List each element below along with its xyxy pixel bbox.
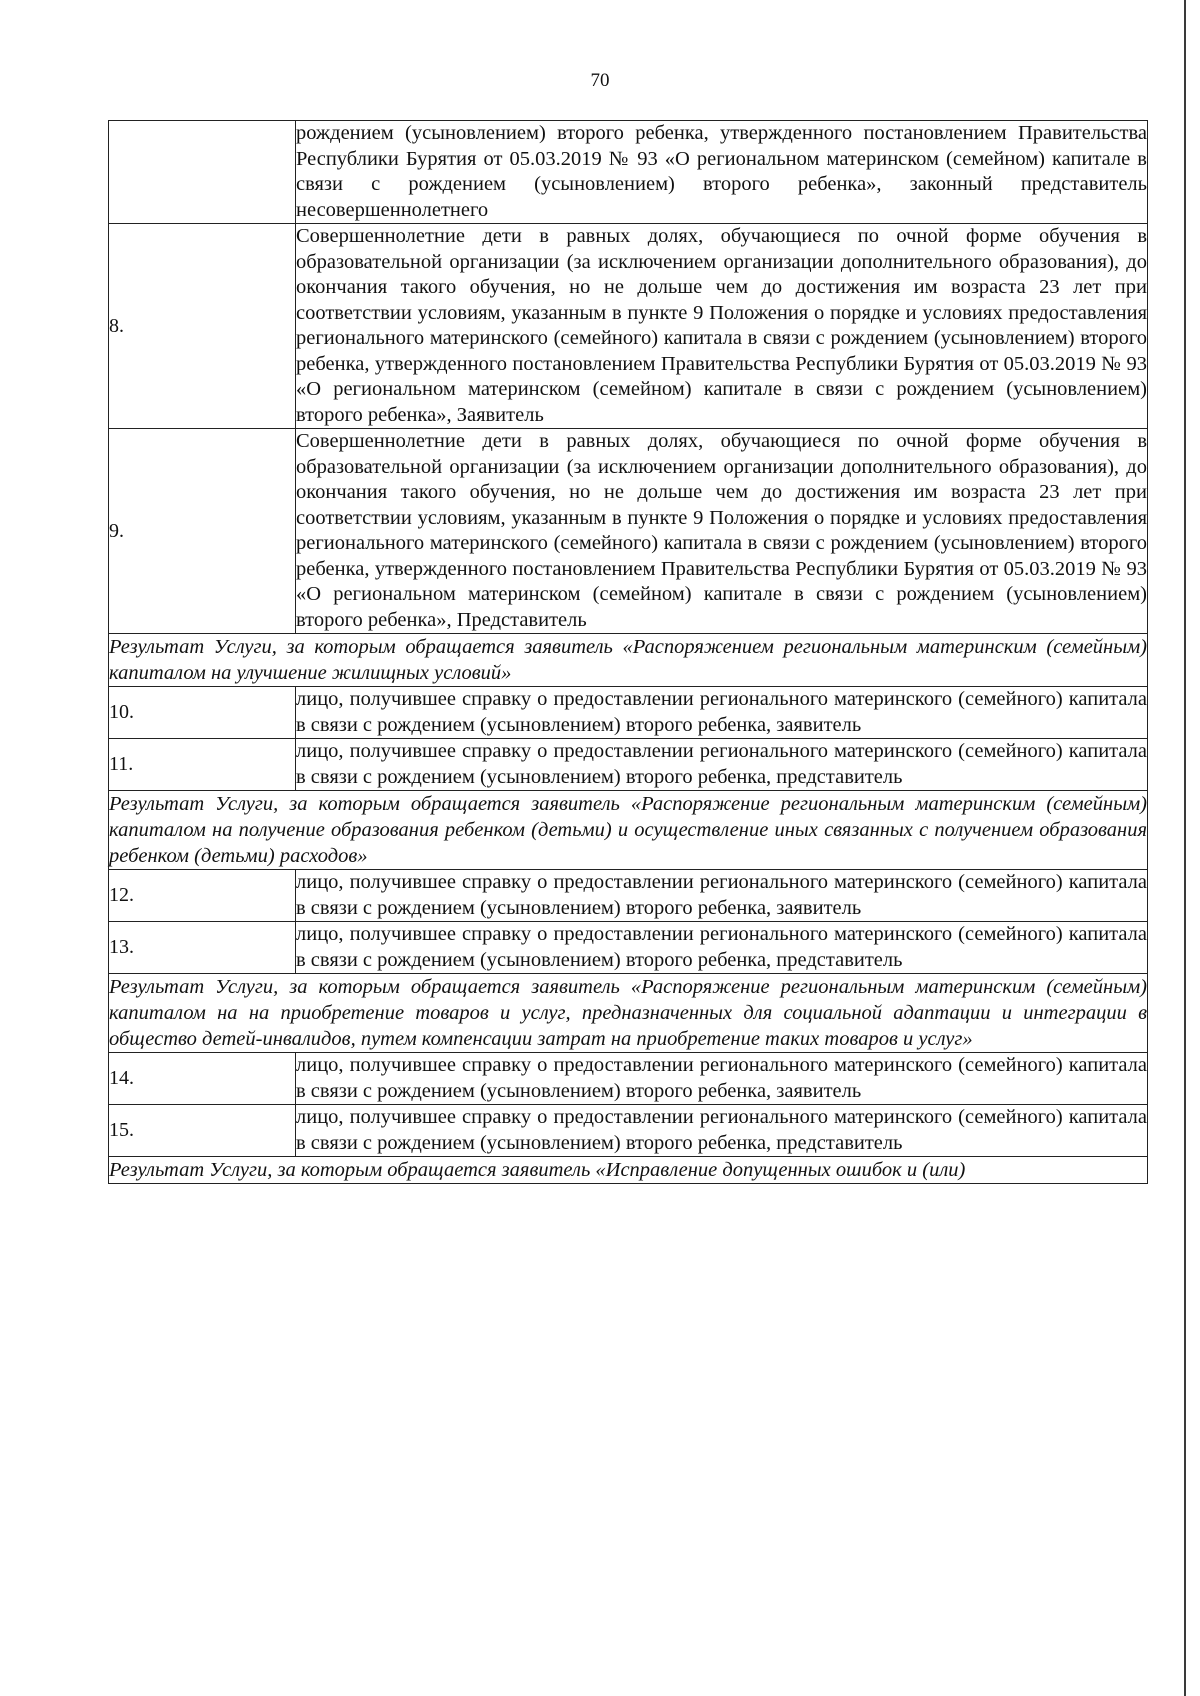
table-row xyxy=(109,922,1148,974)
row-text: лицо, получившее справку о предоставлении регионального материнского (семейного) капитала в связи с рождением (усыновлением) второго ребенка, заявитель xyxy=(296,1053,1148,1105)
applicants-table xyxy=(108,120,1148,1184)
row-number: 11. xyxy=(109,739,296,791)
row-text: лицо, получившее справку о предоставлении регионального материнского (семейного) капитала в связи с рождением (усыновлением) второго ребенка, заявитель xyxy=(296,870,1148,922)
section-header-row xyxy=(109,791,1148,870)
table-row xyxy=(109,224,1148,429)
table-row xyxy=(109,121,1148,224)
row-text: лицо, получившее справку о предоставлении регионального материнского (семейного) капитала в связи с рождением (усыновлением) второго ребенка, представитель xyxy=(296,1105,1148,1157)
table-row xyxy=(109,429,1148,634)
table-row xyxy=(109,739,1148,791)
table-row xyxy=(109,1053,1148,1105)
section-header-row xyxy=(109,1157,1148,1184)
row-number: 12. xyxy=(109,870,296,922)
scan-edge-line xyxy=(1184,0,1186,1696)
table-row xyxy=(109,870,1148,922)
row-number: 13. xyxy=(109,922,296,974)
row-number: 8. xyxy=(109,224,296,429)
row-text: рождением (усыновлением) второго ребенка, утвержденного постановлением Правительства Республики Бурятия от 05.03.2019 № 93 «О региональном материнском (семейном) капитале в связи с рождением (усыновлением) второго ребенка», законный представитель несовершеннолетнего xyxy=(296,121,1148,224)
row-text: лицо, получившее справку о предоставлении регионального материнского (семейного) капитала в связи с рождением (усыновлением) второго ребенка, заявитель xyxy=(296,687,1148,739)
row-text: лицо, получившее справку о предоставлении регионального материнского (семейного) капитала в связи с рождением (усыновлением) второго ребенка, представитель xyxy=(296,739,1148,791)
section-header: Результат Услуги, за которым обращается заявитель «Исправление допущенных ошибок и (или) xyxy=(109,1157,1148,1184)
section-header-row xyxy=(109,634,1148,687)
table-row xyxy=(109,687,1148,739)
section-header: Результат Услуги, за которым обращается заявитель «Распоряжение региональным материнским (семейным) капиталом на получение образования ребенком (детьми) и осуществление иных связанных с получением образования ребенком (детьми) расходов» xyxy=(109,791,1148,870)
row-number: 9. xyxy=(109,429,296,634)
section-header-row xyxy=(109,974,1148,1053)
row-number: 15. xyxy=(109,1105,296,1157)
row-text: лицо, получившее справку о предоставлении регионального материнского (семейного) капитала в связи с рождением (усыновлением) второго ребенка, представитель xyxy=(296,922,1148,974)
row-text: Совершеннолетние дети в равных долях, обучающиеся по очной форме обучения в образовательной организации (за исключением организации дополнительного образования), до окончания такого обучения, но не дольше чем до достижения им возраста 23 лет при соответствии условиям, указанным в пункте 9 Положения о порядке и условиях предоставления регионального материнского (семейного) капитала в связи с рождением (усыновлением) второго ребенка, утвержденного постановлением Правительства Республики Бурятия от 05.03.2019 № 93 «О региональном материнском (семейном) капитале в связи с рождением (усыновлением) второго ребенка», Представитель xyxy=(296,429,1148,634)
page-number: 70 xyxy=(590,70,610,91)
section-header: Результат Услуги, за которым обращается заявитель «Распоряжением региональным материнским (семейным) капиталом на улучшение жилищных условий» xyxy=(109,634,1148,687)
table-row xyxy=(109,1105,1148,1157)
row-number: 14. xyxy=(109,1053,296,1105)
row-number: 10. xyxy=(109,687,296,739)
row-text: Совершеннолетние дети в равных долях, обучающиеся по очной форме обучения в образовательной организации (за исключением организации дополнительного образования), до окончания такого обучения, но не дольше чем до достижения им возраста 23 лет при соответствии условиям, указанным в пункте 9 Положения о порядке и условиях предоставления регионального материнского (семейного) капитала в связи с рождением (усыновлением) второго ребенка, утвержденного постановлением Правительства Республики Бурятия от 05.03.2019 № 93 «О региональном материнском (семейном) капитале в связи с рождением (усыновлением) второго ребенка», Заявитель xyxy=(296,224,1148,429)
section-header: Результат Услуги, за которым обращается заявитель «Распоряжение региональным материнским (семейным) капиталом на на приобретение товаров и услуг, предназначенных для социальной адаптации и интеграции в общество детей-инвалидов, путем компенсации затрат на приобретение таких товаров и услуг» xyxy=(109,974,1148,1053)
row-number xyxy=(109,121,296,224)
